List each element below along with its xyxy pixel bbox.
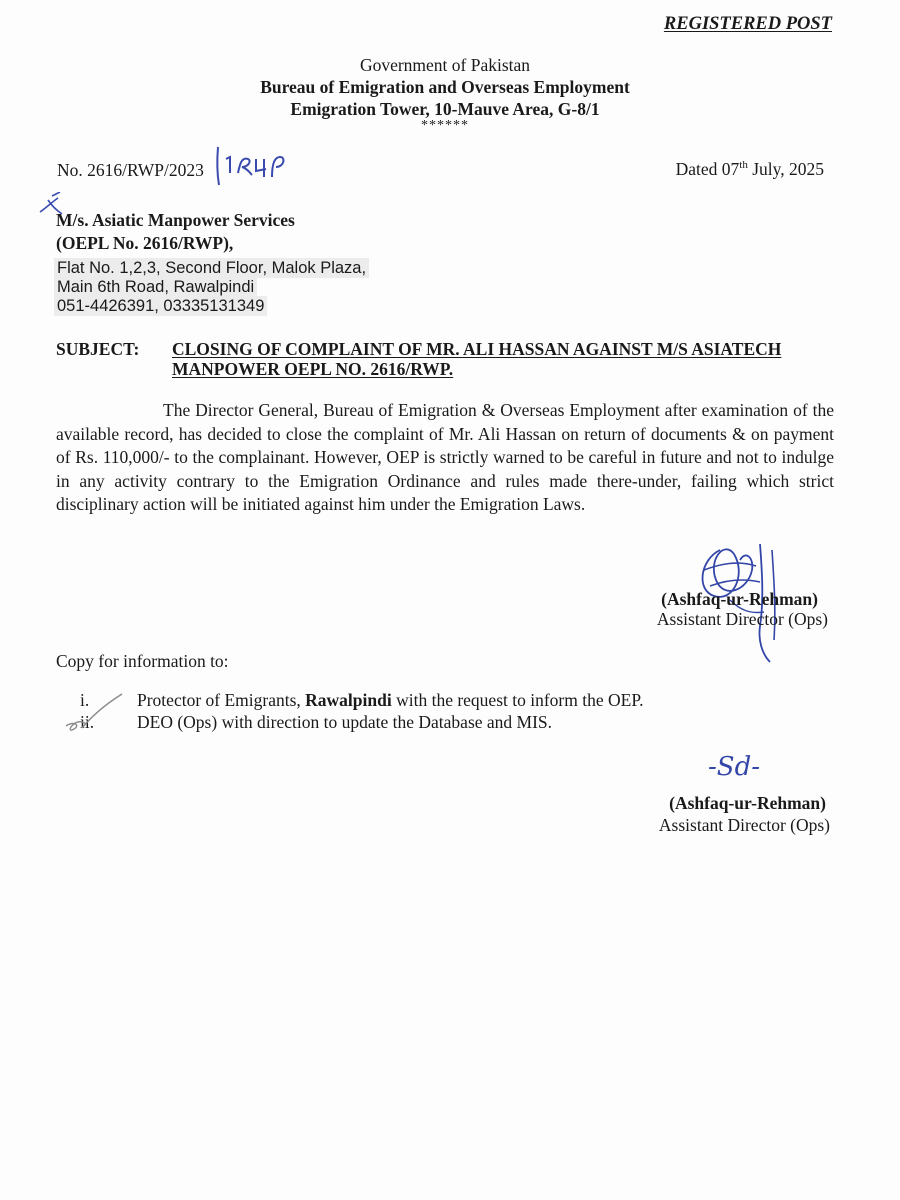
- date-line: Dated 07th July, 2025: [675, 159, 824, 179]
- bureau-heading: Bureau of Emigration and Overseas Employment: [260, 77, 630, 97]
- signatory-name-1: (Ashfaq-ur-Rehman): [661, 589, 818, 609]
- header-separator: ******: [421, 118, 469, 133]
- registered-post-label: REGISTERED POST: [663, 14, 832, 34]
- pencil-mark-icon: [62, 690, 126, 738]
- signatory-title-1: Assistant Director (Ops): [656, 609, 828, 629]
- addressee-name: M/s. Asiatic Manpower Services: [56, 210, 295, 230]
- body-paragraph: The Director General, Bureau of Emigration & Overseas Employment after examination of the available record, has decided to close the complaint of Mr. Ali Hassan on return of documents & on payment of Rs. 110,000/- to the complainant. However, OEP is strictly warned to be careful in future and not to indulge in any activity contrary to the Emigration Ordinance and rules made there-under, failing which strict disciplinary action will be initiated against him under the Emigration Laws.: [56, 400, 834, 514]
- office-address-heading: Emigration Tower, 10-Mauve Area, G-8/1: [290, 99, 600, 119]
- government-heading: Government of Pakistan: [359, 55, 531, 75]
- copy-to-heading: Copy for information to:: [56, 651, 229, 671]
- copy-item-1: Protector of Emigrants, Rawalpindi with the request to inform the OEP.: [137, 690, 644, 710]
- sd-handwritten-mark: -Sd-: [708, 752, 761, 782]
- addressee-phone-line: 051-4426391, 03335131349: [54, 296, 267, 316]
- subject-label: SUBJECT:: [56, 339, 140, 359]
- copy-item-2: DEO (Ops) with direction to update the Database and MIS.: [137, 712, 553, 732]
- handwritten-initials: [212, 143, 292, 197]
- signatory-title-2: Assistant Director (Ops): [658, 815, 830, 835]
- addressee-oepl: (OEPL No. 2616/RWP),: [56, 233, 234, 253]
- addressee-address-line-2: Main 6th Road, Rawalpindi: [54, 277, 257, 297]
- copy-item-number: i.: [80, 690, 90, 710]
- subject-text: CLOSING OF COMPLAINT OF MR. ALI HASSAN AGAINST M/S ASIATECH MANPOWER OEPL NO. 2616/RWP.: [172, 339, 782, 379]
- reference-number: No. 2616/RWP/2023: [57, 160, 204, 180]
- addressee-address-line-1: Flat No. 1,2,3, Second Floor, Malok Plaza,: [54, 258, 369, 278]
- copy-item-number: ii.: [80, 712, 95, 732]
- signatory-name-2: (Ashfaq-ur-Rehman): [669, 793, 826, 813]
